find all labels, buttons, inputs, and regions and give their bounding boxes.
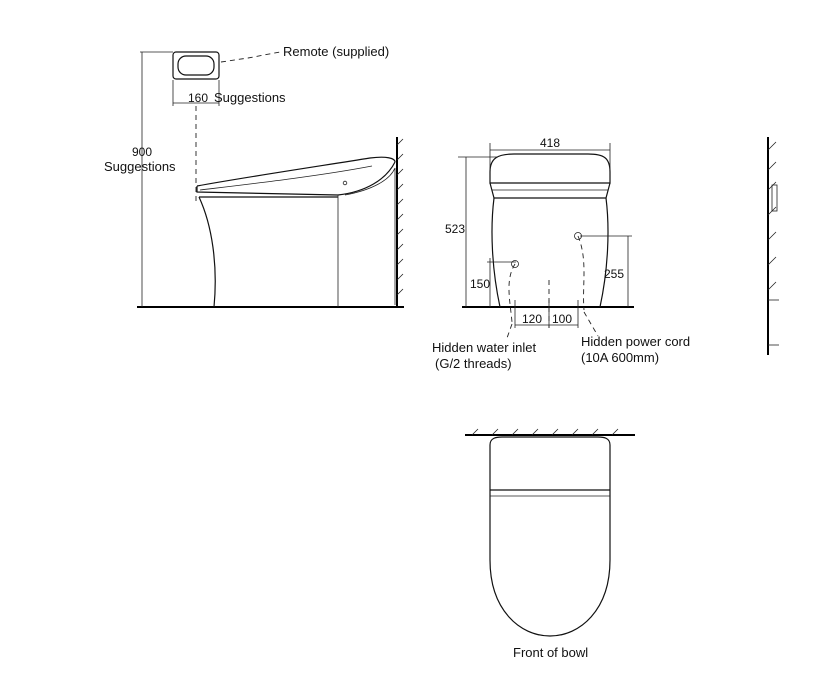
power-offset-value: 100 (552, 312, 573, 326)
remote-width-note: Suggestions (214, 90, 286, 105)
remote-height-dimension (140, 52, 173, 307)
power-cord-leader (584, 312, 598, 336)
top-view (465, 429, 635, 660)
remote-height-note: Suggestions (104, 159, 176, 174)
remote-height-value: 900 (132, 145, 153, 159)
overall-width-value: 418 (540, 136, 561, 150)
side-view (104, 44, 404, 307)
water-inlet-leader (507, 324, 512, 338)
water-inlet-label-line2: (G/2 threads) (435, 356, 512, 371)
power-cord-label-line2: (10A 600mm) (581, 350, 660, 365)
partial-side-view (768, 137, 779, 355)
remote-label: Remote (supplied) (283, 44, 390, 59)
toilet-side-profile (197, 157, 395, 307)
bowl-top-outline (490, 437, 610, 636)
inlet-offset-value: 120 (522, 312, 543, 326)
remote-control (173, 52, 219, 79)
remote-leader-line (221, 52, 280, 62)
front-view (432, 136, 690, 371)
overall-height-value: 523 (445, 222, 466, 236)
toilet-front-outline (490, 154, 610, 307)
partial-vent-icon (772, 185, 777, 211)
power-cord-label-line1: Hidden power cord (581, 334, 691, 349)
remote-width-value: 160 (188, 91, 209, 105)
water-inlet-path (509, 264, 515, 322)
power-cord-path (578, 236, 584, 310)
water-inlet-label-line1: Hidden water inlet (432, 340, 537, 355)
front-of-bowl-label: Front of bowl (513, 645, 589, 660)
inlet-height-value: 150 (470, 277, 491, 291)
power-height-value: 255 (604, 267, 625, 281)
